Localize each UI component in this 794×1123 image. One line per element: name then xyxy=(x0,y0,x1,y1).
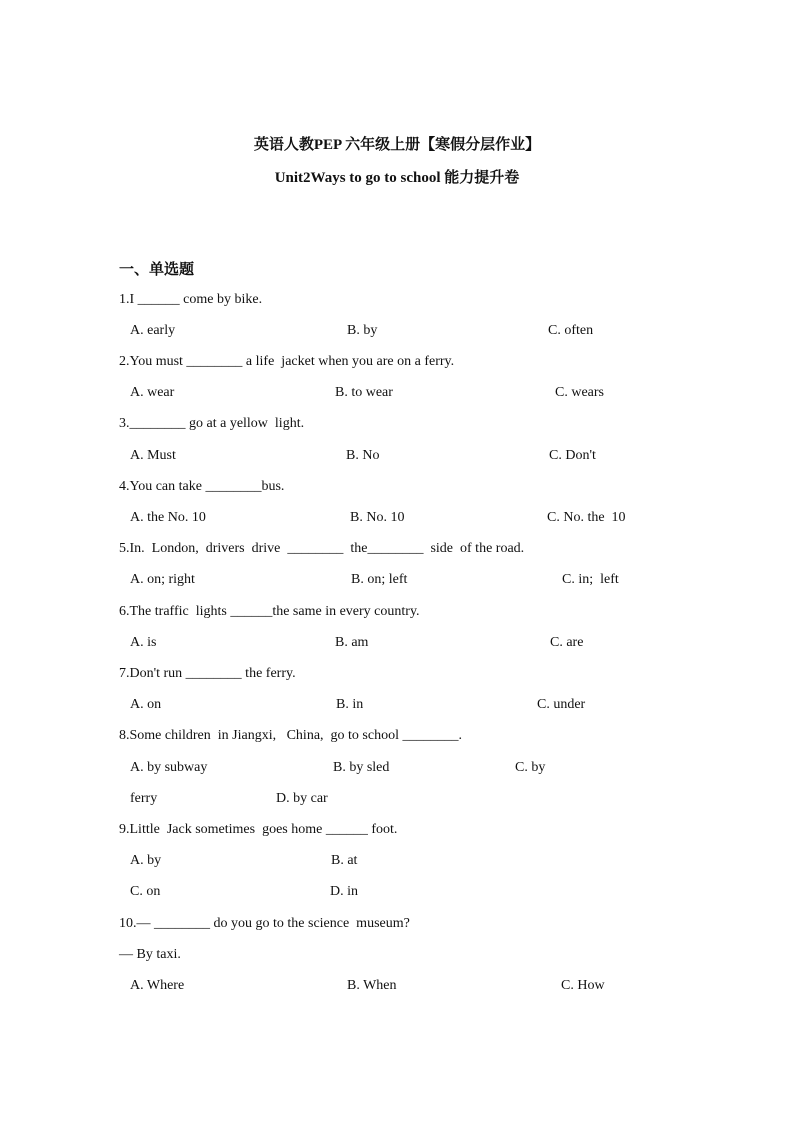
option-b: B. by sled xyxy=(333,760,390,775)
option-b: B. No xyxy=(346,448,380,463)
option-b: B. on; left xyxy=(351,572,408,587)
option-b: B. am xyxy=(335,635,369,650)
option-a: A. by subway xyxy=(130,760,208,775)
option-c: C. Don't xyxy=(549,448,596,463)
option-a: A. by xyxy=(130,853,162,868)
option-c-continued: ferry xyxy=(130,791,158,806)
option-c: C. in; left xyxy=(562,572,619,587)
option-a: A. early xyxy=(130,323,176,338)
option-c: C. are xyxy=(550,635,584,650)
option-c: C. on xyxy=(130,884,161,899)
option-a: A. wear xyxy=(130,385,175,400)
question-stem: 4.You can take ________bus. xyxy=(119,479,285,494)
option-b: B. by xyxy=(347,323,378,338)
option-b: B. No. 10 xyxy=(350,510,405,525)
question-stem: 1.I ______ come by bike. xyxy=(119,292,263,307)
question-stem: 5.In. London, drivers drive ________ the________ side of the road. xyxy=(119,541,525,556)
option-a: A. on xyxy=(130,697,162,712)
worksheet-title: 英语人教PEP 六年级上册【寒假分层作业】 xyxy=(253,137,541,153)
question-stem: 8.Some children in Jiangxi, China, go to school ________. xyxy=(119,728,462,743)
option-c: C. wears xyxy=(555,385,604,400)
option-d: D. in xyxy=(330,884,358,899)
question-stem: 7.Don't run ________ the ferry. xyxy=(119,666,296,681)
worksheet-subtitle: Unit2Ways to go to school 能力提升卷 xyxy=(274,170,520,186)
question-stem: 10.— ________ do you go to the science museum? xyxy=(119,916,410,931)
option-b: B. When xyxy=(347,978,397,993)
question-stem: 2.You must ________ a life jacket when you are on a ferry. xyxy=(119,354,455,369)
option-b: B. to wear xyxy=(335,385,393,400)
section-heading: 一、单选题 xyxy=(119,262,195,278)
option-c: C. How xyxy=(561,978,605,993)
question-stem: 9.Little Jack sometimes goes home ______ foot. xyxy=(119,822,398,837)
option-c: C. No. the 10 xyxy=(547,510,626,525)
option-b: B. in xyxy=(336,697,364,712)
option-c: C. under xyxy=(537,697,586,712)
option-c: C. by xyxy=(515,760,546,775)
option-b: B. at xyxy=(331,853,358,868)
option-d: D. by car xyxy=(276,791,328,806)
question-stem: 6.The traffic lights ______the same in every country. xyxy=(119,604,420,619)
option-a: A. the No. 10 xyxy=(130,510,206,525)
option-c: C. often xyxy=(548,323,594,338)
question-response: — By taxi. xyxy=(119,947,181,962)
option-a: A. Must xyxy=(130,448,176,463)
option-a: A. Where xyxy=(130,978,185,993)
question-stem: 3.________ go at a yellow light. xyxy=(119,416,305,431)
option-a: A. is xyxy=(130,635,157,650)
option-a: A. on; right xyxy=(130,572,195,587)
